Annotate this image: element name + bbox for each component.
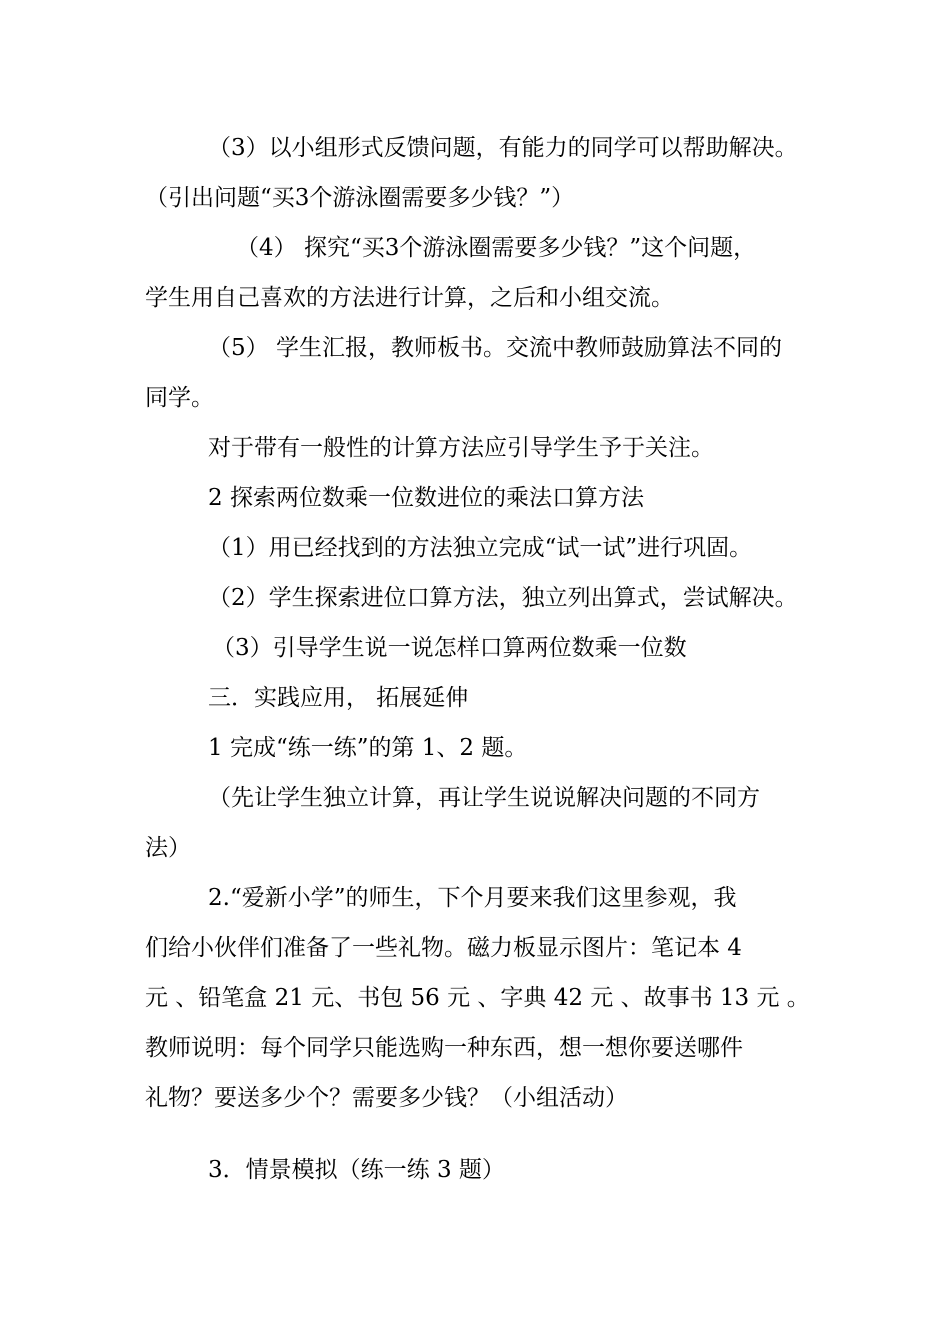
paragraph-line: 们给小伙伴们准备了一些礼物。磁力板显示图片：笔记本 4 bbox=[145, 935, 742, 961]
paragraph-line: （3）引导学生说一说怎样口算两位数乘一位数 bbox=[212, 635, 687, 661]
paragraph-line: 法） bbox=[145, 835, 191, 861]
section-heading: 三．实践应用， 拓展延伸 bbox=[208, 685, 469, 711]
paragraph-line: （5） 学生汇报，教师板书。交流中教师鼓励算法不同的 bbox=[208, 335, 782, 361]
paragraph-line: 教师说明：每个同学只能选购一种东西，想一想你要送哪件 bbox=[145, 1035, 743, 1061]
paragraph-line: 元 、铅笔盒 21 元、书包 56 元 、字典 42 元 、故事书 13 元 。 bbox=[145, 985, 810, 1011]
paragraph-line: （3）以小组形式反馈问题，有能力的同学可以帮助解决。 bbox=[208, 135, 798, 161]
paragraph-line: （引出问题“买3个游泳圈需要多少钱？”） bbox=[145, 185, 575, 211]
paragraph-line: 1 完成“练一练”的第 1、2 题。 bbox=[208, 735, 528, 761]
paragraph-line: 对于带有一般性的计算方法应引导学生予于关注。 bbox=[208, 435, 714, 461]
paragraph-line: （2）学生探索进位口算方法，独立列出算式，尝试解决。 bbox=[208, 585, 798, 611]
paragraph-line: 3．情景模拟（练一练 3 题） bbox=[208, 1157, 505, 1183]
paragraph-line: （先让学生独立计算，再让学生说说解决问题的不同方 bbox=[208, 785, 760, 811]
paragraph-line: 2.“爱新小学”的师生，下个月要来我们这里参观，我 bbox=[208, 885, 737, 911]
paragraph-line: 礼物？要送多少个？需要多少钱？（小组活动） bbox=[145, 1085, 628, 1111]
paragraph-line: 同学。 bbox=[145, 385, 214, 411]
section-heading: 2 探索两位数乘一位数进位的乘法口算方法 bbox=[208, 485, 644, 511]
paragraph-line: 学生用自己喜欢的方法进行计算，之后和小组交流。 bbox=[145, 285, 674, 311]
paragraph-line: （4） 探究“买3个游泳圈需要多少钱？”这个问题， bbox=[236, 235, 757, 261]
paragraph-line: （1）用已经找到的方法独立完成“试一试”进行巩固。 bbox=[208, 535, 753, 561]
